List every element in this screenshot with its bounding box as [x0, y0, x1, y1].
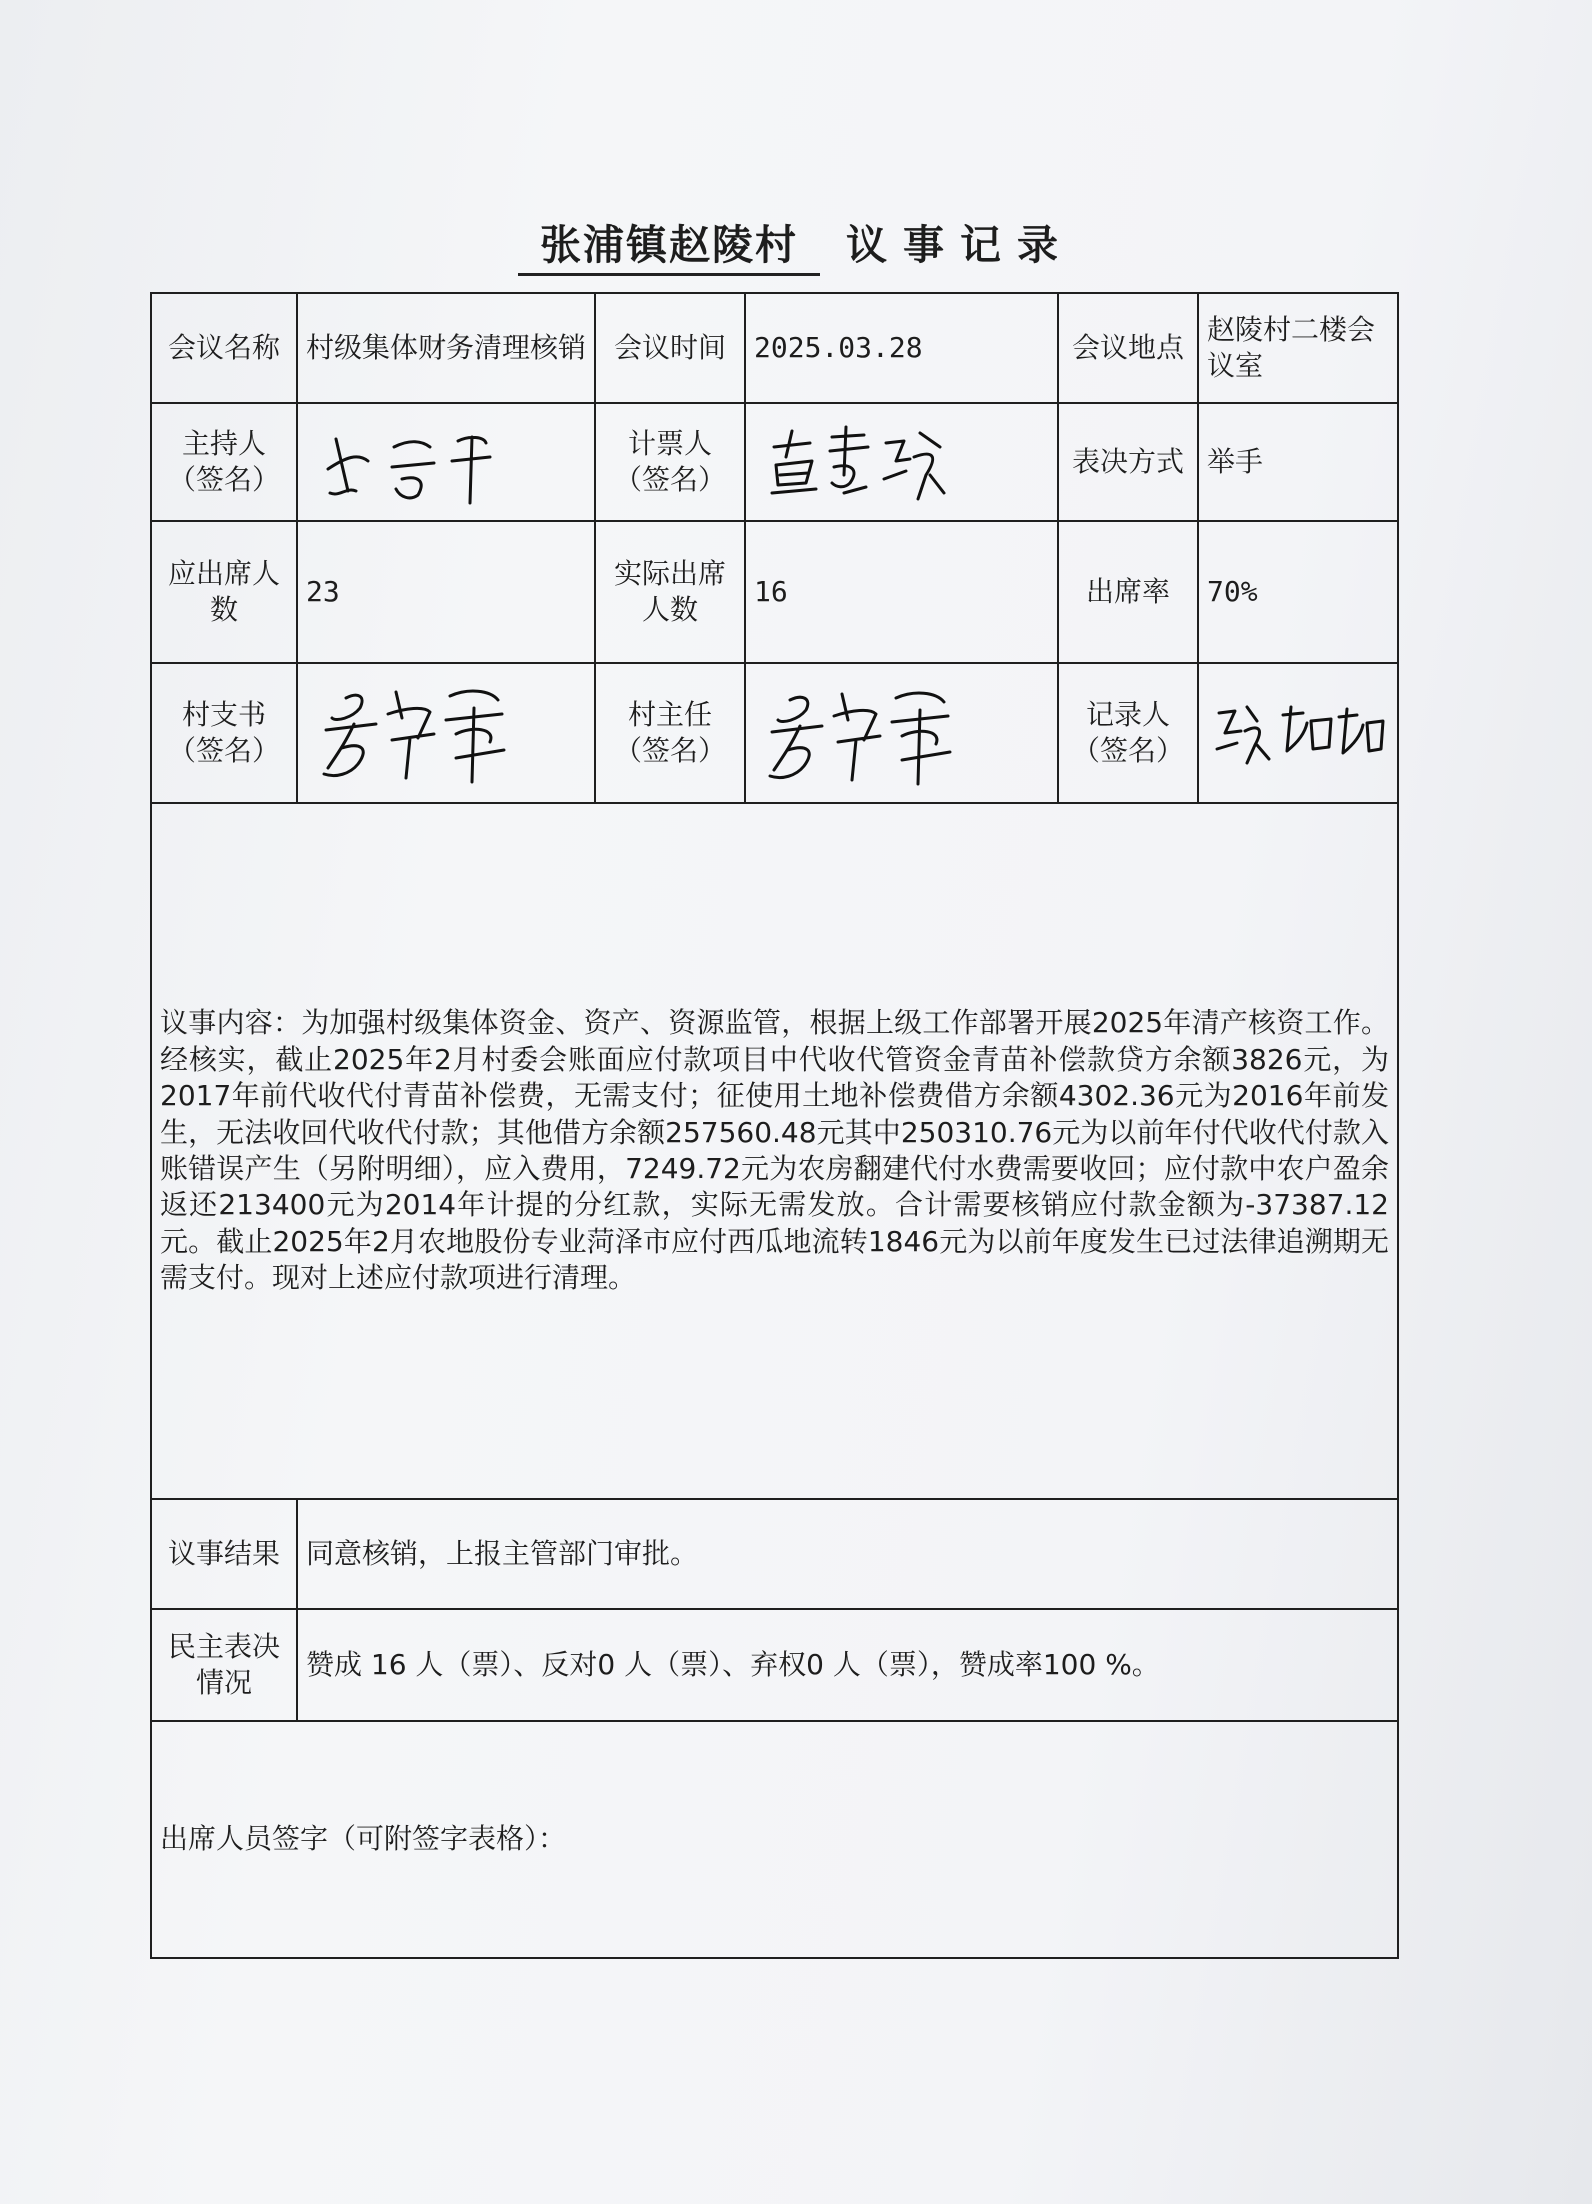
title-village: 张浦镇赵陵村 [518, 212, 820, 276]
vote-label: 民主表决情况 [151, 1609, 297, 1721]
host-signature-cell [297, 403, 595, 521]
recorder-signature-cell [1198, 663, 1398, 803]
result-value: 同意核销，上报主管部门审批。 [297, 1499, 1398, 1609]
table-row [151, 403, 1398, 521]
expected-attendance-value: 23 [297, 521, 595, 663]
attendance-rate-value: 70% [1198, 521, 1398, 663]
vote-method-value: 举手 [1198, 403, 1398, 521]
host-signature [306, 417, 506, 507]
table-row [151, 521, 1398, 663]
host-label: 主持人（签名） [151, 403, 297, 521]
recorder-signature [1207, 693, 1387, 773]
table-row [151, 1721, 1398, 1958]
meeting-time-value: 2025.03.28 [745, 293, 1058, 403]
meeting-name-label: 会议名称 [151, 293, 297, 403]
director-label: 村主任（签名） [595, 663, 745, 803]
document-title [0, 212, 1592, 276]
table-row [151, 663, 1398, 803]
vote-value: 赞成 16 人（票）、反对0 人（票）、弃权0 人（票），赞成率100 %。 [297, 1609, 1398, 1721]
table-row [151, 293, 1398, 403]
title-record: 议事记录 [846, 221, 1074, 269]
expected-attendance-label: 应出席人数 [151, 521, 297, 663]
meeting-place-value: 赵陵村二楼会议室 [1198, 293, 1398, 403]
attendees-signature-area: 出席人员签字（可附签字表格）： [151, 1721, 1398, 1958]
vote-method-label: 表决方式 [1058, 403, 1198, 521]
result-label: 议事结果 [151, 1499, 297, 1609]
counter-signature [754, 417, 954, 507]
meeting-content: 议事内容：为加强村级集体资金、资产、资源监管，根据上级工作部署开展2025年清产核资工作。经核实，截止2025年2月村委会账面应付款项目中代收代管资金青苗补偿款贷方余额3826元，为2017年前代收代付青苗补偿费，无需支付；征使用土地补偿费借方余额4302.36元为2016年前发生，无法收回代收代付款；其他借方余额257560.48元其中250310.76元为以前年付代收代付款入账错误产生（另附明细），应入费用，7249.72元为农房翻建代付水费需要收回；应付款中农户盈余返还213400元为2014年计提的分红款，实际无需发放。合计需要核销应付款金额为-37387.12元。截止2025年2月农地股份专业菏泽市应付西瓜地流转1846元为以前年度发生已过法律追溯期无需支付。现对上述应付款项进行清理。 [151, 803, 1398, 1499]
secretary-signature [306, 678, 526, 788]
counter-signature-cell [745, 403, 1058, 521]
table-row [151, 1499, 1398, 1609]
meeting-time-label: 会议时间 [595, 293, 745, 403]
director-signature [754, 678, 974, 788]
counter-label: 计票人（签名） [595, 403, 745, 521]
meeting-name-value: 村级集体财务清理核销 [297, 293, 595, 403]
table-row [151, 803, 1398, 1499]
recorder-label: 记录人（签名） [1058, 663, 1198, 803]
secretary-signature-cell [297, 663, 595, 803]
actual-attendance-value: 16 [745, 521, 1058, 663]
actual-attendance-label: 实际出席人数 [595, 521, 745, 663]
meeting-record-table [150, 292, 1399, 1959]
meeting-place-label: 会议地点 [1058, 293, 1198, 403]
attendance-rate-label: 出席率 [1058, 521, 1198, 663]
secretary-label: 村支书（签名） [151, 663, 297, 803]
table-row [151, 1609, 1398, 1721]
director-signature-cell [745, 663, 1058, 803]
